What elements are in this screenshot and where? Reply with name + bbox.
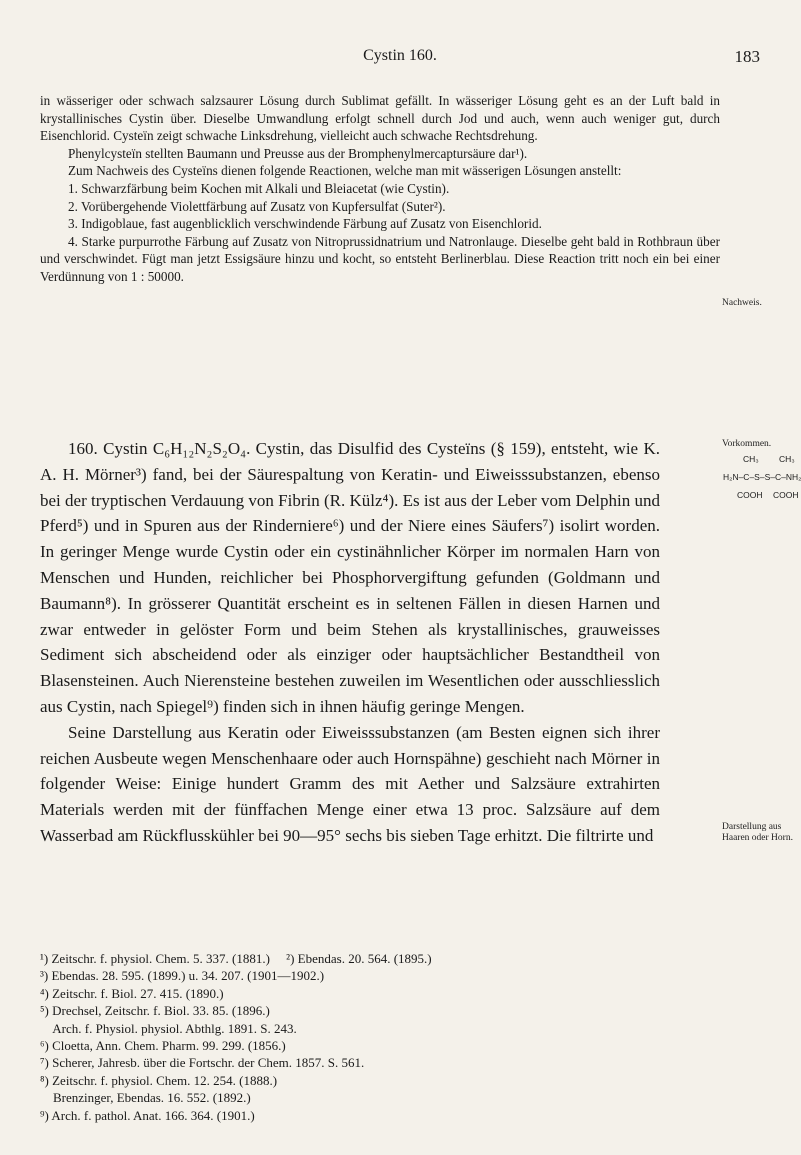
- paragraph: in wässeriger oder schwach salzsaurer Lösung durch Sublimat gefällt. In wässeriger Lösung geht es an der Luft bald in krystallinisches Cystin über. Dieselbe Umwandlung erfolgt schnell durch Jod und auch, wenn auch weniger gut, durch Eisenchlorid. Cysteïn zeigt schwache Linksdrehung, vielleicht auch schwache Rechtsdrehung.: [40, 93, 720, 144]
- margin-note-nachweis: Nachweis.: [722, 298, 762, 308]
- footnote: ⁶) Cloetta, Ann. Chem. Pharm. 99. 299. (1856.): [40, 1038, 286, 1054]
- paragraph: Zum Nachweis des Cysteïns dienen folgende Reactionen, welche man mit wässerigen Lösungen anstellt:: [68, 163, 622, 179]
- cystine-structural-formula: [723, 454, 801, 514]
- footnote: ³) Ebendas. 28. 595. (1899.) u. 34. 207. (1901—1902.): [40, 968, 325, 984]
- footnote: ¹) Zeitschr. f. physiol. Chem. 5. 337. (1881.) ²) Ebendas. 20. 564. (1895.): [40, 951, 432, 966]
- margin-note-vorkommen: Vorkommen.: [722, 439, 772, 449]
- footnotes: [40, 950, 720, 1124]
- section-160: [40, 436, 660, 849]
- reaction-item: 4. Starke purpurrothe Färbung auf Zusatz von Nitroprussidnatrium und Natronlauge. Dieselbe geht bald in Rothbraun über und verschwindet. Fügt man jetzt Essigsäure hinzu und kocht, so entsteht Berlinerblau. Diese Reaction tritt noch ein bei einer Verdünnung von 1 : 50000.: [40, 233, 720, 284]
- margin-note-darstellung: Darstellung aus Haaren oder Horn.: [722, 822, 793, 843]
- top-text-block: [40, 92, 720, 286]
- section-paragraph-2: Seine Darstellung aus Keratin oder Eiweisssubstanzen (am Besten eignen sich ihrer reichen Ausbeute wegen Menschenhaare oder auch Hornspähne) geschieht nach Mörner in folgender Weise: Einige hundert Gramm des mit Aether und Salzsäure extrahirten Materials werden mit der fünffachen Menge einer etwa 13 proc. Salzsäure auf dem Wasserbad am Rückflusskühler bei 90—95° sechs bis sieben Tage erhitzt. Die filtrirte und: [40, 722, 660, 845]
- footnote: Arch. f. Physiol. physiol. Abthlg. 1891. S. 243.: [40, 1020, 297, 1036]
- section-paragraph-1: 160. Cystin C₆H₁₂N₂S₂O₄. Cystin, das Disulfid des Cysteïns (§ 159), entsteht, wie K. A. H. Mörner³) fand, bei der Säurespaltung von Keratin- und Eiweisssubstanzen, ebenso bei der tryptischen Verdauung von Fibrin (R. Külz⁴). Es ist aus der Leber vom Delphin und Pferd⁵) und in Spuren aus der Rinderniere⁶) und der Niere eines Säufers⁷) isolirt worden. In geringer Menge wurde Cystin oder ein cystinähnlicher Körper im normalen Harn von Menschen und Hunden, reichlicher bei Phosphorvergiftung gefunden (Goldmann und Baumann⁸). In grösserer Quantität erscheint es in seltenen Fällen in diesen Harnen und zwar entweder in gelöster Form und beim Stehen als krystallinisches, grauweisses Sediment sich abscheidend oder als einziger oder hauptsächlicher Bestandtheil von Blasensteinen. Auch Nierensteine bestehen zuweilen im Wesentlichen oder ausschliesslich aus Cystin, nach Spiegel⁹) finden sich in ihnen häufig geringe Mengen.: [40, 439, 660, 716]
- paragraph: Phenylcysteïn stellten Baumann und Preusse aus der Bromphenylmercaptursäure dar¹).: [68, 145, 528, 161]
- formula-cooh-left: COOH: [737, 490, 763, 500]
- footnote: ⁴) Zeitschr. f. Biol. 27. 415. (1890.): [40, 985, 224, 1001]
- formula-ch3-right: CH₃: [779, 454, 795, 464]
- page-number: 183: [734, 47, 760, 66]
- footnote: ⁷) Scherer, Jahresb. über die Fortschr. der Chem. 1857. S. 561.: [40, 1055, 365, 1071]
- page-header: [40, 47, 760, 71]
- formula-ch3-left: CH₃: [743, 454, 759, 464]
- running-title: Cystin 160.: [363, 47, 437, 64]
- footnote: Brenzinger, Ebendas. 16. 552. (1892.): [40, 1090, 251, 1106]
- formula-chain: H₂N–C–S–S–C–NH₂: [723, 472, 801, 482]
- reaction-item: 2. Vorübergehende Violettfärbung auf Zusatz von Kupfersulfat (Suter²).: [68, 198, 446, 214]
- reaction-item: 1. Schwarzfärbung beim Kochen mit Alkali und Bleiacetat (wie Cystin).: [68, 180, 450, 196]
- footnote: ⁹) Arch. f. pathol. Anat. 166. 364. (1901.): [40, 1107, 255, 1123]
- footnote: ⁵) Drechsel, Zeitschr. f. Biol. 33. 85. (1896.): [40, 1003, 270, 1019]
- reaction-item: 3. Indigoblaue, fast augenblicklich verschwindende Färbung auf Zusatz von Eisenchlorid.: [68, 216, 542, 232]
- footnote: ⁸) Zeitschr. f. physiol. Chem. 12. 254. (1888.): [40, 1072, 278, 1088]
- formula-cooh-right: COOH: [773, 490, 799, 500]
